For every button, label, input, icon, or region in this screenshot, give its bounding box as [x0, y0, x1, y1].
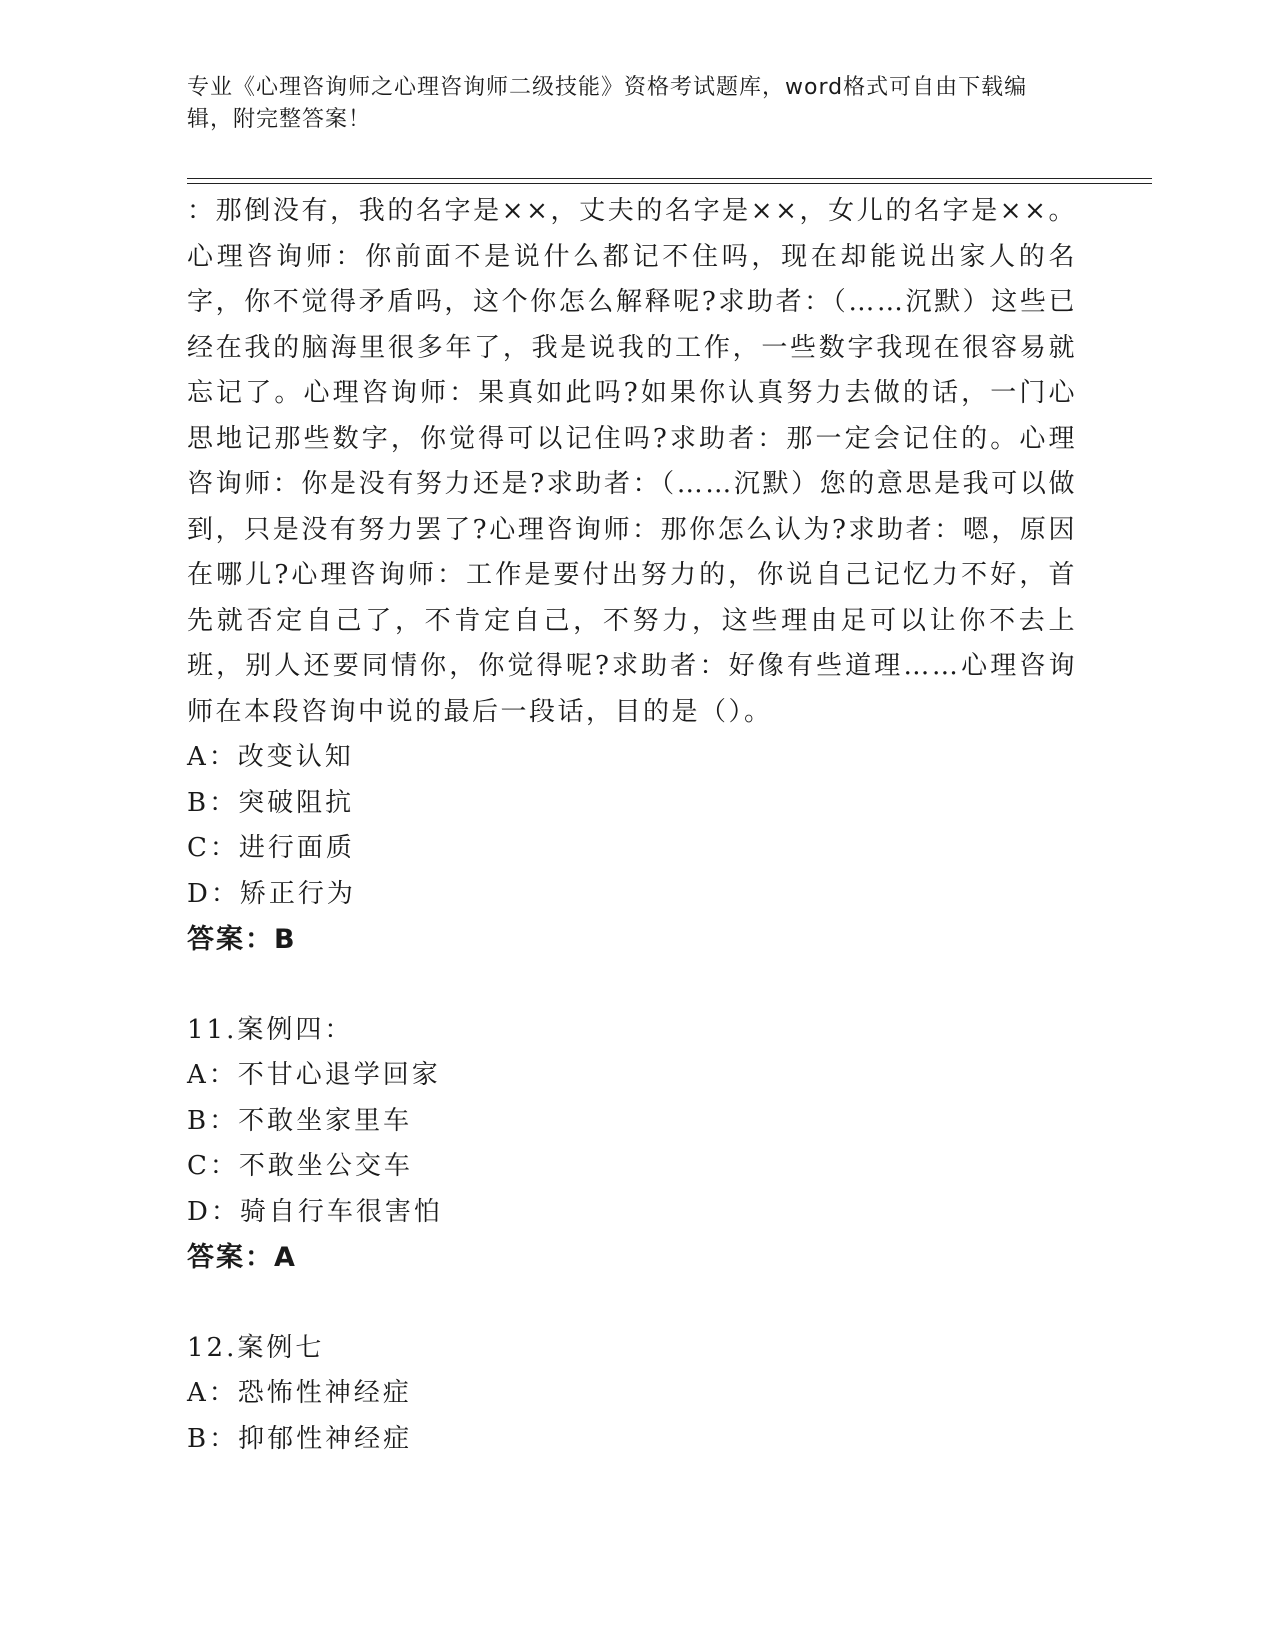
question-10-option-d: D：矫正行为: [187, 878, 356, 909]
question-10-stem: ：那倒没有，我的名字是××，丈夫的名字是××，女儿的名字是××。心理咨询师：你前面不是说什么都记不住吗，现在却能说出家人的名字，你不觉得矛盾吗，这个你怎么解释呢?求助者：（……沉默）这些已经在我的脑海里很多年了，我是说我的工作，一些数字我现在很容易就忘记了。心理咨询师：果真如此吗?如果你认真努力去做的话，一门心思地记那些数字，你觉得可以记住吗?求助者：那一定会记住的。心理咨询师：你是没有努力还是?求助者：（……沉默）您的意思是我可以做到，只是没有努力罢了?心理咨询师：那你怎么认为?求助者：嗯，原因在哪儿?心理咨询师：工作是要付出努力的，你说自己记忆力不好，首先就否定自己了，不肯定自己，不努力，这些理由足可以让你不去上班，别人还要同情你，你觉得呢?求助者：好像有些道理……心理咨询师在本段咨询中说的最后一段话，目的是（）。: [187, 196, 1077, 727]
spacer: [187, 1281, 1077, 1326]
question-11-title: 11.案例四：: [187, 1014, 354, 1045]
header-rule-top: [187, 178, 1152, 179]
document-header: 专业《心理咨询师之心理咨询师二级技能》资格考试题库，word格式可自由下载编辑，附完整答案！: [187, 75, 1028, 132]
question-10-option-b: B：突破阻抗: [187, 787, 355, 818]
question-11-option-d: D：骑自行车很害怕: [187, 1196, 443, 1227]
question-10-option-a: A：改变认知: [187, 742, 354, 772]
question-11-option-c: C：不敢坐公交车: [187, 1151, 413, 1181]
question-11-answer: 答案：A: [187, 1242, 297, 1273]
question-10-answer: 答案：B: [187, 924, 297, 955]
question-content: [187, 189, 1077, 1462]
question-12-option-a: A：恐怖性神经症: [187, 1378, 412, 1408]
question-10-option-c: C：进行面质: [187, 833, 355, 863]
question-12-option-b: B：抑郁性神经症: [187, 1423, 413, 1454]
question-11-option-b: B：不敢坐家里车: [187, 1105, 413, 1136]
header-rule-bottom: [187, 183, 1152, 184]
spacer: [187, 963, 1077, 1008]
question-12-title: 12.案例七: [187, 1332, 325, 1363]
question-11-option-a: A：不甘心退学回家: [187, 1060, 441, 1090]
